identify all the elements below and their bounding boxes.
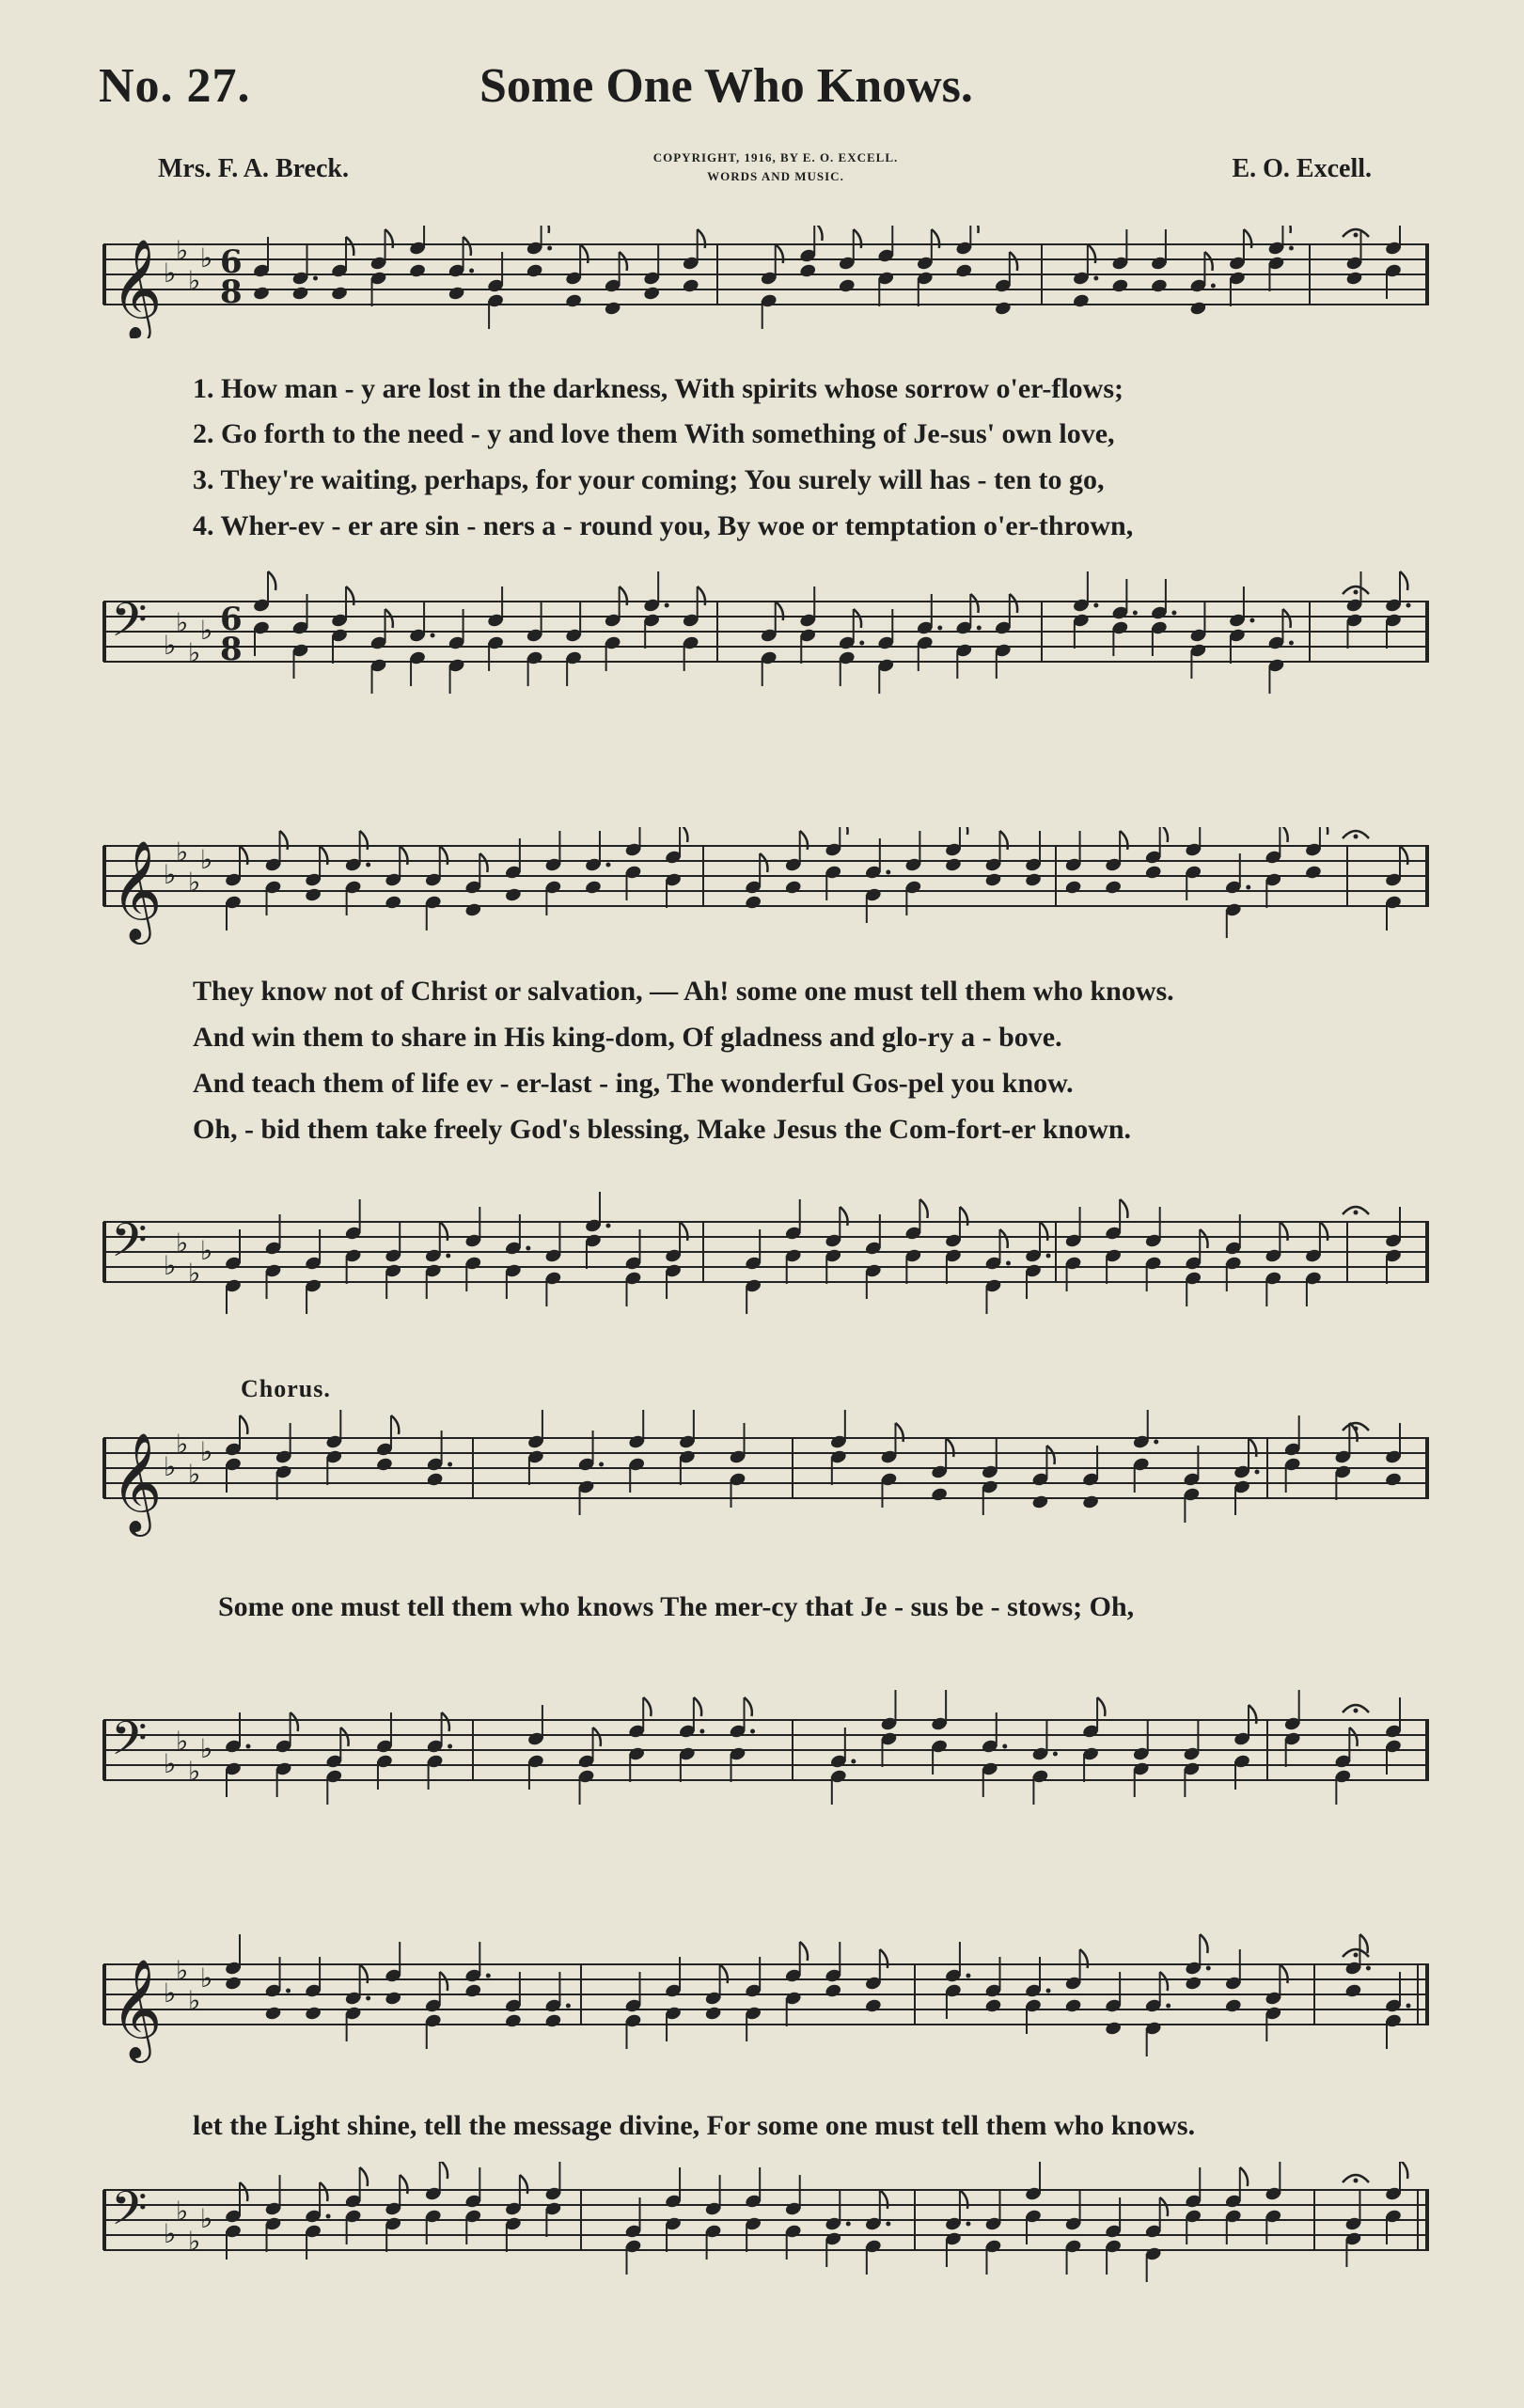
fermata-dot <box>1354 233 1359 238</box>
flat-icon: ♭ <box>164 1748 177 1779</box>
note-flag <box>1097 1697 1105 1716</box>
note-head <box>504 2013 522 2029</box>
fermata-dot <box>1354 1709 1359 1713</box>
flat-icon: ♭ <box>200 2203 213 2234</box>
fermata-dot <box>1354 590 1359 595</box>
bass-staff-system-1 <box>102 564 1431 733</box>
dot <box>1053 1752 1058 1757</box>
chorus-line-1: Some one must tell them who knows The mer-cy that Je - sus be - stows; Oh, <box>218 1591 1135 1622</box>
note-head <box>1344 1983 1362 1999</box>
note-head <box>1224 1998 1242 2014</box>
note-head <box>682 278 699 294</box>
dot <box>1406 2004 1411 2009</box>
dot <box>1171 611 1176 616</box>
dot <box>937 626 942 631</box>
flat-icon: ♭ <box>176 235 189 266</box>
note-head <box>1189 301 1207 317</box>
time-signature-top: 6 <box>220 243 243 281</box>
flat-icon: ♭ <box>200 1962 213 1994</box>
note-head <box>1345 271 1363 287</box>
note-flag <box>542 226 549 233</box>
dot <box>448 1462 452 1467</box>
composer-credit: E. O. Excell. <box>1232 154 1372 183</box>
hymn-number: No. 27. <box>99 59 251 113</box>
dot <box>431 633 435 638</box>
note-head <box>464 1983 482 1999</box>
dot <box>1289 641 1294 646</box>
dot <box>448 1744 452 1749</box>
note-flag <box>999 1229 1007 1248</box>
dot <box>1255 1470 1260 1475</box>
dot <box>1289 246 1294 251</box>
note-head <box>931 1487 949 1503</box>
note-flag <box>620 252 627 271</box>
note-head <box>643 286 661 302</box>
note-flag <box>854 609 861 628</box>
note-head <box>224 1976 242 1992</box>
dot <box>886 870 890 875</box>
dot <box>1046 1989 1051 1994</box>
chorus-label: Chorus. <box>241 1375 331 1402</box>
note-head <box>745 895 762 911</box>
bass-staff-chorus-2 <box>102 2162 1431 2331</box>
note-flag <box>1282 226 1290 233</box>
flat-icon: ♭ <box>176 1429 189 1460</box>
dot <box>1366 1966 1371 1971</box>
note-head <box>385 895 402 911</box>
treble-staff-chorus-1 <box>102 1410 1431 1551</box>
flat-icon: ♭ <box>188 867 201 898</box>
dot <box>326 2214 331 2219</box>
note-head <box>604 301 621 317</box>
flat-icon: ♭ <box>188 1459 201 1490</box>
note-head <box>544 2013 562 2029</box>
note-head <box>1185 1976 1202 1992</box>
fermata-dot <box>1354 1427 1359 1431</box>
time-signature-top: 6 <box>220 601 243 638</box>
note-head <box>426 1472 444 1488</box>
flat-icon: ♭ <box>164 1250 177 1281</box>
copyright-line: WORDS AND MUSIC. <box>707 169 844 183</box>
flat-icon: ♭ <box>200 615 213 646</box>
time-signature-bottom: 8 <box>220 631 243 668</box>
dot <box>526 1246 530 1251</box>
note-flag <box>240 1415 247 1434</box>
note-flag <box>1046 1446 1054 1464</box>
note-flag <box>745 1697 752 1716</box>
dot <box>486 1974 491 1978</box>
dot <box>886 2222 890 2227</box>
note-flag <box>479 853 487 872</box>
dot <box>1002 1744 1007 1749</box>
flat-icon: ♭ <box>164 859 177 890</box>
dot <box>286 1989 291 1994</box>
note-head <box>944 857 962 873</box>
dot <box>1206 1966 1211 1971</box>
treble-staff-system-2 <box>102 827 1431 959</box>
treble-staff-chorus-2 <box>102 1917 1431 2087</box>
bass-staff-system-2 <box>102 1184 1431 1344</box>
flat-icon: ♭ <box>200 844 213 875</box>
dot <box>966 2222 970 2227</box>
note-flag <box>1282 609 1290 628</box>
note-flag <box>643 1697 651 1716</box>
note-head <box>504 887 522 903</box>
verse-line-3a: 3. They're waiting, perhaps, for your coming; You surely will has - ten to go, <box>193 464 1105 495</box>
note-flag <box>360 2167 368 2186</box>
dot <box>1154 1440 1158 1445</box>
chorus-line-2: let the Light shine, tell the message divine, For some one must tell them who knows. <box>193 2110 1196 2141</box>
note-head <box>1031 1494 1049 1510</box>
copyright-line: COPYRIGHT, 1916, BY E. O. EXCELL. <box>652 150 899 164</box>
note-head <box>984 1998 1002 2014</box>
note-flag <box>1200 1934 1207 1953</box>
treble-clef-icon: 𝄞 <box>111 238 163 338</box>
verse-line-4b: Oh, - bid them take freely God's blessing, Make Jesus the Com-fort-er known. <box>193 1114 1132 1145</box>
dot <box>366 863 370 868</box>
note-flag <box>919 1199 927 1218</box>
note-flag <box>320 2182 327 2201</box>
time-signature-bottom: 8 <box>220 274 243 311</box>
dot <box>1093 603 1098 608</box>
flat-icon: ♭ <box>188 637 201 668</box>
note-flag <box>1010 594 1017 613</box>
dot <box>977 626 982 631</box>
note-flag <box>800 1942 808 1961</box>
verse-line-2b: And win them to share in His king-dom, Of gladness and glo-ry a - bove. <box>193 1022 1062 1053</box>
flat-icon: ♭ <box>176 607 189 638</box>
flat-icon: ♭ <box>200 242 213 274</box>
note-head <box>526 263 543 279</box>
note-flag <box>1240 2167 1248 2186</box>
note-flag <box>593 1728 601 1746</box>
flat-icon: ♭ <box>188 1258 201 1289</box>
note-head <box>1150 278 1168 294</box>
note-head <box>385 1991 402 2007</box>
note-flag <box>391 1415 399 1434</box>
dot <box>366 1996 370 2001</box>
dot <box>246 1744 251 1749</box>
flat-icon: ♭ <box>176 1726 189 1757</box>
note-head <box>565 293 583 309</box>
dot <box>1406 603 1411 608</box>
flat-icon: ♭ <box>164 630 177 661</box>
note-head <box>1384 1472 1402 1488</box>
dot <box>1249 618 1254 623</box>
note-head <box>704 2006 722 2022</box>
note-flag <box>440 2162 448 2179</box>
bass-clef-icon: 𝄢 <box>111 593 148 659</box>
note-flag <box>440 1972 448 1991</box>
note-head <box>784 880 802 896</box>
note-flag <box>1280 827 1287 842</box>
dot <box>599 1462 604 1467</box>
flat-icon: ♭ <box>176 2196 189 2227</box>
note-head <box>1064 880 1082 896</box>
dot <box>699 1729 704 1734</box>
dot <box>605 863 610 868</box>
treble-clef-icon: 𝄞 <box>111 839 163 940</box>
author-credit: Mrs. F. A. Breck. <box>158 154 349 183</box>
note-head <box>305 887 322 903</box>
note-head <box>864 1998 882 2014</box>
dot <box>846 2222 851 2227</box>
note-head <box>1072 293 1090 309</box>
note-flag <box>1320 827 1328 835</box>
flat-icon: ♭ <box>164 1978 177 2009</box>
dot <box>313 276 318 281</box>
note-flag <box>385 609 393 628</box>
dot <box>469 269 474 274</box>
note-head <box>994 301 1012 317</box>
flat-icon: ♭ <box>164 2218 177 2249</box>
bass-clef-icon: 𝄢 <box>111 2181 148 2247</box>
bass-staff-chorus-1 <box>102 1654 1431 1852</box>
verse-line-1b: They know not of Christ or salvation, — Ah! some one must tell them who knows. <box>193 976 1174 1007</box>
note-head <box>1082 1494 1100 1510</box>
note-flag <box>268 571 275 590</box>
note-head <box>1111 278 1129 294</box>
note-flag <box>814 226 822 241</box>
flat-icon: ♭ <box>176 1955 189 1986</box>
dot <box>446 1254 450 1259</box>
note-head <box>1064 1998 1082 2014</box>
flat-icon: ♭ <box>188 1756 201 1787</box>
note-flag <box>970 594 978 613</box>
flat-icon: ♭ <box>188 265 201 296</box>
note-head <box>1304 865 1322 881</box>
dot <box>1166 2004 1170 2009</box>
note-flag <box>840 827 847 835</box>
flat-icon: ♭ <box>200 1436 213 1467</box>
note-head <box>252 286 270 302</box>
note-flag <box>694 1697 701 1716</box>
dot <box>1133 611 1138 616</box>
note-flag <box>1010 252 1017 271</box>
note-flag <box>1160 1972 1168 1991</box>
note-head <box>448 286 465 302</box>
note-head <box>1024 872 1042 888</box>
treble-clef-icon: 𝄞 <box>111 1431 163 1532</box>
note-head <box>1144 865 1162 881</box>
copyright-notice <box>555 149 997 186</box>
fermata-dot <box>1354 2179 1359 2183</box>
dot <box>851 1759 856 1764</box>
note-flag <box>463 237 471 256</box>
note-flag <box>442 1712 449 1731</box>
note-flag <box>1160 2197 1168 2216</box>
note-head <box>375 1457 393 1473</box>
note-head <box>838 278 856 294</box>
dot <box>566 2004 571 2009</box>
fermata-dot <box>1354 1211 1359 1215</box>
dot <box>1211 284 1216 289</box>
note-head <box>264 2006 282 2022</box>
dot <box>547 246 552 251</box>
flat-icon: ♭ <box>188 2226 201 2257</box>
verse-line-3b: And teach them of life ev - er-last - ing, The wonderful Gos-pel you know. <box>193 1068 1074 1099</box>
note-flag <box>240 2182 247 2201</box>
note-flag <box>1349 1728 1357 1746</box>
note-head <box>291 286 309 302</box>
verse-line-2a: 2. Go forth to the need - y and love them With something of Je-sus' own love, <box>193 418 1115 449</box>
note-head <box>825 1983 842 1999</box>
note-flag <box>1200 1229 1207 1248</box>
verse-line-1a: 1. How man - y are lost in the darkness, With spirits whose sorrow o'er-flows; <box>193 373 1123 404</box>
note-head <box>305 2006 322 2022</box>
hymn-title: Some One Who Knows. <box>479 59 973 113</box>
treble-staff-system-1 <box>102 226 1431 338</box>
note-flag <box>291 1712 298 1731</box>
bass-clef-icon: 𝄢 <box>111 1213 148 1279</box>
dot <box>1006 1261 1011 1266</box>
flat-icon: ♭ <box>200 1733 213 1764</box>
note-head <box>1105 2021 1123 2037</box>
note-flag <box>680 827 687 842</box>
note-head <box>330 286 348 302</box>
flat-icon: ♭ <box>176 1227 189 1259</box>
bass-clef-icon: 𝄢 <box>111 1712 148 1777</box>
note-flag <box>1204 252 1212 271</box>
note-flag <box>1120 1199 1127 1218</box>
treble-clef-icon: 𝄞 <box>111 1958 163 2058</box>
note-flag <box>960 827 967 835</box>
note-head <box>1105 880 1123 896</box>
note-head <box>984 872 1002 888</box>
dot <box>1093 276 1098 281</box>
flat-icon: ♭ <box>164 1451 177 1482</box>
verse-line-4a: 4. Wher-ev - er are sin - ners a - round you, By woe or temptation o'er-thrown, <box>193 510 1134 541</box>
note-flag <box>1400 2162 1407 2179</box>
fermata-dot <box>1354 1953 1359 1958</box>
fermata-dot <box>1354 835 1359 839</box>
dot <box>1046 1254 1051 1259</box>
note-head <box>955 263 973 279</box>
dot <box>859 641 864 646</box>
flat-icon: ♭ <box>176 837 189 868</box>
note-head <box>408 263 426 279</box>
dot <box>665 603 669 608</box>
note-flag <box>1160 827 1168 842</box>
dot <box>605 1224 610 1228</box>
flat-icon: ♭ <box>188 1985 201 2016</box>
note-head <box>584 880 602 896</box>
note-flag <box>1400 571 1407 590</box>
note-flag <box>760 853 767 872</box>
dot <box>1246 885 1250 890</box>
note-flag <box>340 1728 348 1746</box>
note-head <box>799 263 817 279</box>
dot <box>966 1974 970 1978</box>
note-flag <box>970 226 978 233</box>
note-flag <box>346 237 354 256</box>
note-head <box>464 902 482 918</box>
flat-icon: ♭ <box>200 1235 213 1266</box>
flat-icon: ♭ <box>164 258 177 289</box>
dot <box>750 1729 755 1734</box>
